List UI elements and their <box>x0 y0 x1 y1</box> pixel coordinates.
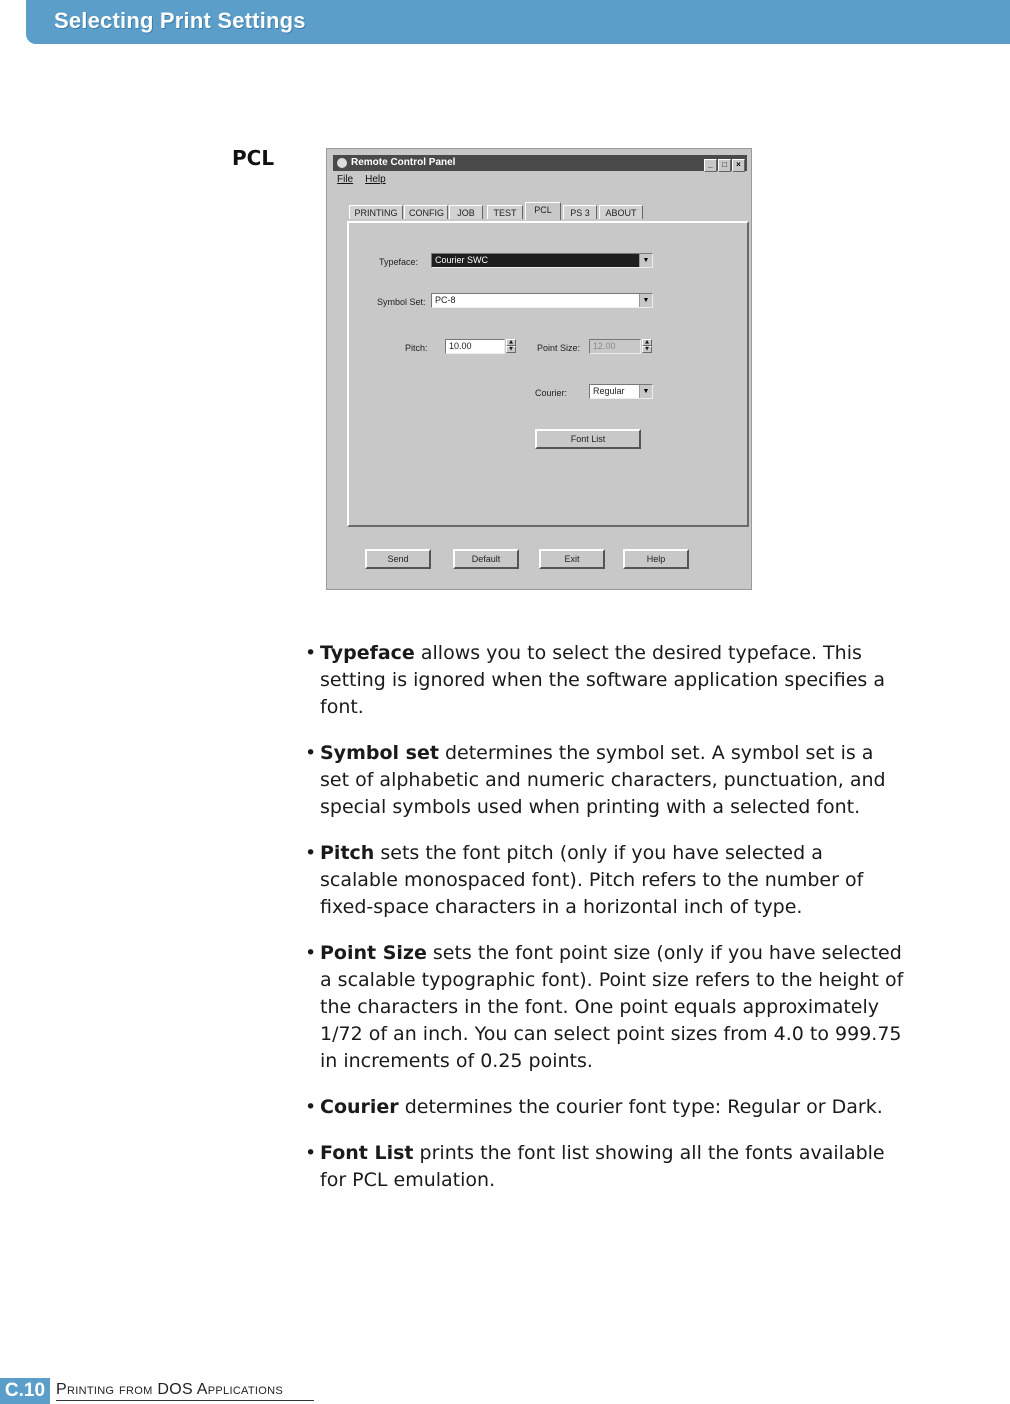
app-icon <box>337 158 347 168</box>
list-item: • Typeface allows you to select the desired typeface. This setting is ignored when the software application specifies a font. <box>305 642 885 718</box>
bullet-term: Typeface <box>320 642 415 664</box>
bullet-text: prints the font list showing all the fonts available for PCL emulation. <box>320 1142 885 1191</box>
exit-button[interactable]: Exit <box>539 549 605 569</box>
spin-down-icon[interactable]: ▼ <box>506 346 516 353</box>
spin-up-icon[interactable]: ▲ <box>506 339 516 346</box>
list-item: • Pitch sets the font pitch (only if you have selected a scalable monospaced font). Pitch refers to the number of fixed-space characters in a horizontal inch of type. <box>305 842 864 918</box>
remote-control-panel-screenshot <box>326 148 752 590</box>
chevron-down-icon[interactable]: ▼ <box>639 294 652 307</box>
bullet-term: Point Size <box>320 942 427 964</box>
bullet-term: Symbol set <box>320 742 439 764</box>
bullet-text: determines the symbol set. A symbol set is a set of alphabetic and numeric characters, punctuation, and special symbols used when printing with a selected font. <box>320 742 886 818</box>
tab-config[interactable]: CONFIG <box>404 205 448 219</box>
typeface-select[interactable] <box>431 253 653 268</box>
bullet-text: sets the font pitch (only if you have selected a scalable monospaced font). Pitch refers to the number of fixed-space characters in a horizontal inch of type. <box>320 842 864 918</box>
dialog-title: Remote Control Panel <box>351 157 456 168</box>
dialog-titlebar <box>333 155 747 171</box>
header-bar <box>26 0 1010 44</box>
help-button[interactable]: Help <box>623 549 689 569</box>
pcl-settings-panel <box>347 221 749 527</box>
tab-test[interactable]: TEST <box>487 205 523 219</box>
tab-pcl[interactable]: PCL <box>525 202 561 220</box>
chapter-title: Printing from DOS Applications <box>56 1381 283 1398</box>
courier-select[interactable] <box>589 384 653 399</box>
tab-job[interactable]: JOB <box>449 205 483 219</box>
close-icon[interactable]: × <box>732 159 745 172</box>
list-item: • Courier determines the courier font type: Regular or Dark. <box>305 1096 883 1118</box>
footer-divider <box>56 1400 314 1401</box>
bullet-text: determines the courier font type: Regular or Dark. <box>398 1096 883 1118</box>
courier-value: Regular <box>593 386 625 396</box>
symbol-set-select[interactable] <box>431 293 653 308</box>
bullet-text: allows you to select the desired typeface. This setting is ignored when the software application specifies a font. <box>320 642 885 718</box>
bullet-text: sets the font point size (only if you have selected a scalable typographic font). Point size refers to the height of the characters in the font. One point equals approximately 1/72 of an inch. You can select point sizes from 4.0 to 999.75 in increments of 0.25 points. <box>320 942 904 1072</box>
default-button[interactable]: Default <box>453 549 519 569</box>
list-item: • Point Size sets the font point size (only if you have selected a scalable typographic font). Point size refers to the height of the characters in the font. One point equals approximately 1/72 of an inch. You can select point sizes from 4.0 to 999.75 in increments of 0.25 points. <box>305 942 904 1072</box>
symbol-set-label: Symbol Set: <box>377 297 426 307</box>
pitch-label: Pitch: <box>405 343 428 353</box>
point-size-label: Point Size: <box>537 343 581 353</box>
chevron-down-icon[interactable]: ▼ <box>639 385 652 398</box>
list-item: • Symbol set determines the symbol set. A symbol set is a set of alphabetic and numeric characters, punctuation, and special symbols used when printing with a selected font. <box>305 742 886 818</box>
spin-up-icon[interactable]: ▲ <box>642 339 652 346</box>
menu-file[interactable]: File <box>337 174 354 185</box>
chevron-down-icon[interactable]: ▼ <box>639 254 652 267</box>
menu-bar <box>337 174 398 185</box>
point-size-spinner[interactable] <box>642 339 652 354</box>
settings-description-list <box>305 640 905 1213</box>
page-title: Selecting Print Settings <box>54 8 306 33</box>
typeface-value: Courier SWC <box>435 255 489 265</box>
pitch-input[interactable]: 10.00 <box>445 339 505 354</box>
typeface-label: Typeface: <box>379 257 419 267</box>
maximize-icon[interactable]: □ <box>718 159 731 172</box>
menu-help[interactable]: Help <box>365 174 386 185</box>
send-button[interactable]: Send <box>365 549 431 569</box>
bullet-term: Font List <box>320 1142 414 1164</box>
point-size-input[interactable]: 12.00 <box>589 339 641 354</box>
tab-about[interactable]: ABOUT <box>599 205 643 219</box>
page-number: C.10 <box>0 1378 50 1404</box>
spin-down-icon[interactable]: ▼ <box>642 346 652 353</box>
bullet-term: Courier <box>320 1096 399 1118</box>
list-item: • Font List prints the font list showing all the fonts available for PCL emulation. <box>305 1142 885 1191</box>
symbol-set-value: PC-8 <box>435 295 456 305</box>
courier-label: Courier: <box>535 388 568 398</box>
font-list-button[interactable]: Font List <box>535 429 641 449</box>
tab-ps3[interactable]: PS 3 <box>563 205 597 219</box>
bullet-term: Pitch <box>320 842 375 864</box>
minimize-icon[interactable]: _ <box>704 159 717 172</box>
pitch-spinner[interactable] <box>506 339 516 354</box>
tab-printing[interactable]: PRINTING <box>349 205 403 219</box>
section-heading: PCL <box>232 146 275 170</box>
